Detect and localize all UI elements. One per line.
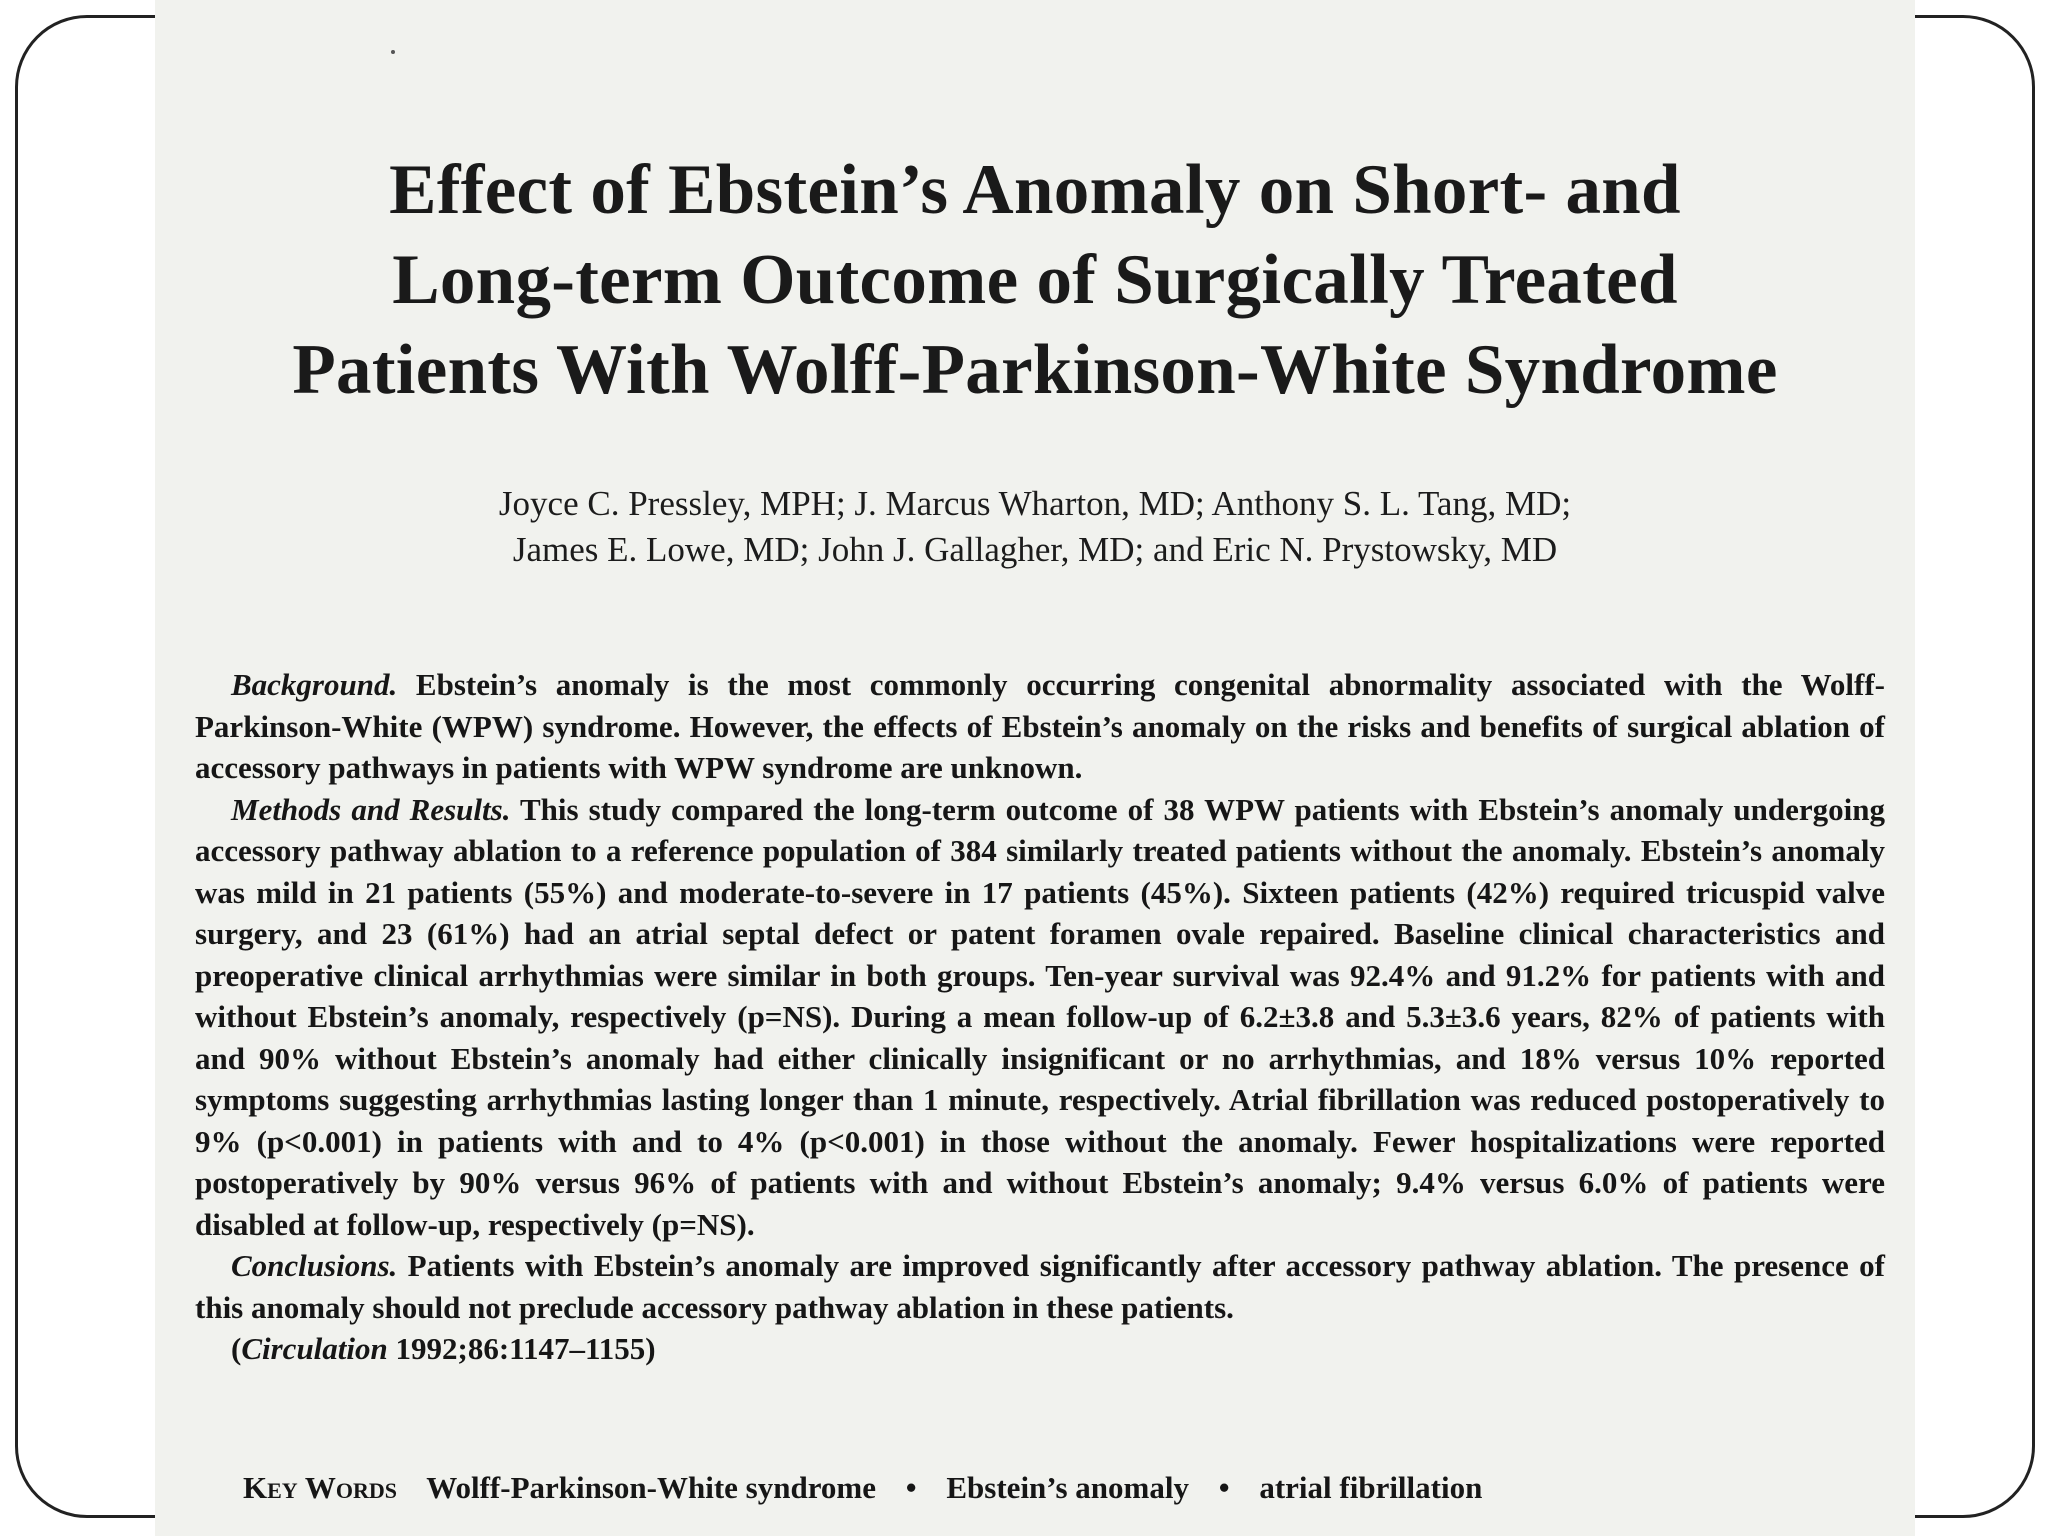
citation-details: 1992;86:1147–1155) <box>387 1331 656 1366</box>
author-line: James E. Lowe, MD; John J. Gallagher, MD; and Eric N. Prystowsky, MD <box>512 530 1558 569</box>
title-line: Effect of Ebstein’s Anomaly on Short- and <box>389 151 1681 229</box>
scan-speck <box>391 50 395 54</box>
keyword: atrial fibrillation <box>1259 1470 1483 1505</box>
keyword: Wolff-Parkinson-White syndrome <box>426 1470 877 1505</box>
citation-open: ( <box>231 1331 242 1366</box>
background-text: Ebstein’s anomaly is the most commonly occurring congenital abnormality associated with the Wolff-Parkinson-White (WPW) syndrome. However, the effects of Ebstein’s anomaly on the risks and benefits of surgical ablation of accessory pathways in patients with WPW syndrome are unknown. <box>195 667 1885 785</box>
abstract-conclusions <box>195 1245 1885 1328</box>
conclusions-label: Conclusions. <box>231 1248 398 1283</box>
key-words-label: Key Words <box>243 1470 397 1505</box>
citation <box>195 1328 1885 1370</box>
paper-title <box>155 145 1915 415</box>
background-label: Background. <box>231 667 398 702</box>
citation-journal: Circulation <box>241 1331 388 1366</box>
abstract <box>195 664 1885 1370</box>
abstract-methods-results <box>195 789 1885 1246</box>
author-list <box>155 481 1915 573</box>
title-line: Patients With Wolff-Parkinson-White Syndrome <box>292 331 1778 409</box>
title-line: Long-term Outcome of Surgically Treated <box>392 241 1678 319</box>
bullet-separator: • <box>1218 1470 1230 1505</box>
abstract-background <box>195 664 1885 789</box>
author-line: Joyce C. Pressley, MPH; J. Marcus Wharton, MD; Anthony S. L. Tang, MD; <box>498 484 1572 523</box>
key-words <box>243 1468 1482 1508</box>
conclusions-text: Patients with Ebstein’s anomaly are improved significantly after accessory pathway ablation. The presence of this anomaly should not preclude accessory pathway ablation in these patients. <box>195 1248 1885 1325</box>
keyword: Ebstein’s anomaly <box>946 1470 1189 1505</box>
methods-results-label: Methods and Results. <box>231 791 511 827</box>
bullet-separator: • <box>905 1470 917 1505</box>
scanned-paper-page <box>155 0 1915 1536</box>
methods-results-text: This study compared the long-term outcome of 38 WPW patients with Ebstein’s anomaly undergoing accessory pathway ablation to a reference population of 384 similarly treated patients without the anomaly. Ebstein’s anomaly was mild in 21 patients (55%) and moderate-to-severe in 17 patients (45%). Sixteen patients (42%) required tricuspid valve surgery, and 23 (61%) had an atrial septal defect or patent foramen ovale repaired. Baseline clinical characteristics and preoperative clinical arrhythmias were similar in both groups. Ten-year survival was 92.4% and 91.2% for patients with and without Ebstein’s anomaly, respectively (p=NS). During a mean follow-up of 6.2±3.8 and 5.3±3.6 years, 82% of patients with and 90% without Ebstein’s anomaly had either clinically insignificant or no arrhythmias, and 18% versus 10% reported symptoms suggesting arrhythmias lasting longer than 1 minute, respectively. Atrial fibrillation was reduced postoperatively to 9% (p<0.001) in patients with and to 4% (p<0.001) in those without the anomaly. Fewer hospitalizations were reported postoperatively by 90% versus 96% of patients with and without Ebstein’s anomaly; 9.4% versus 6.0% of patients were disabled at follow-up, respectively (p=NS). <box>195 791 1885 1242</box>
